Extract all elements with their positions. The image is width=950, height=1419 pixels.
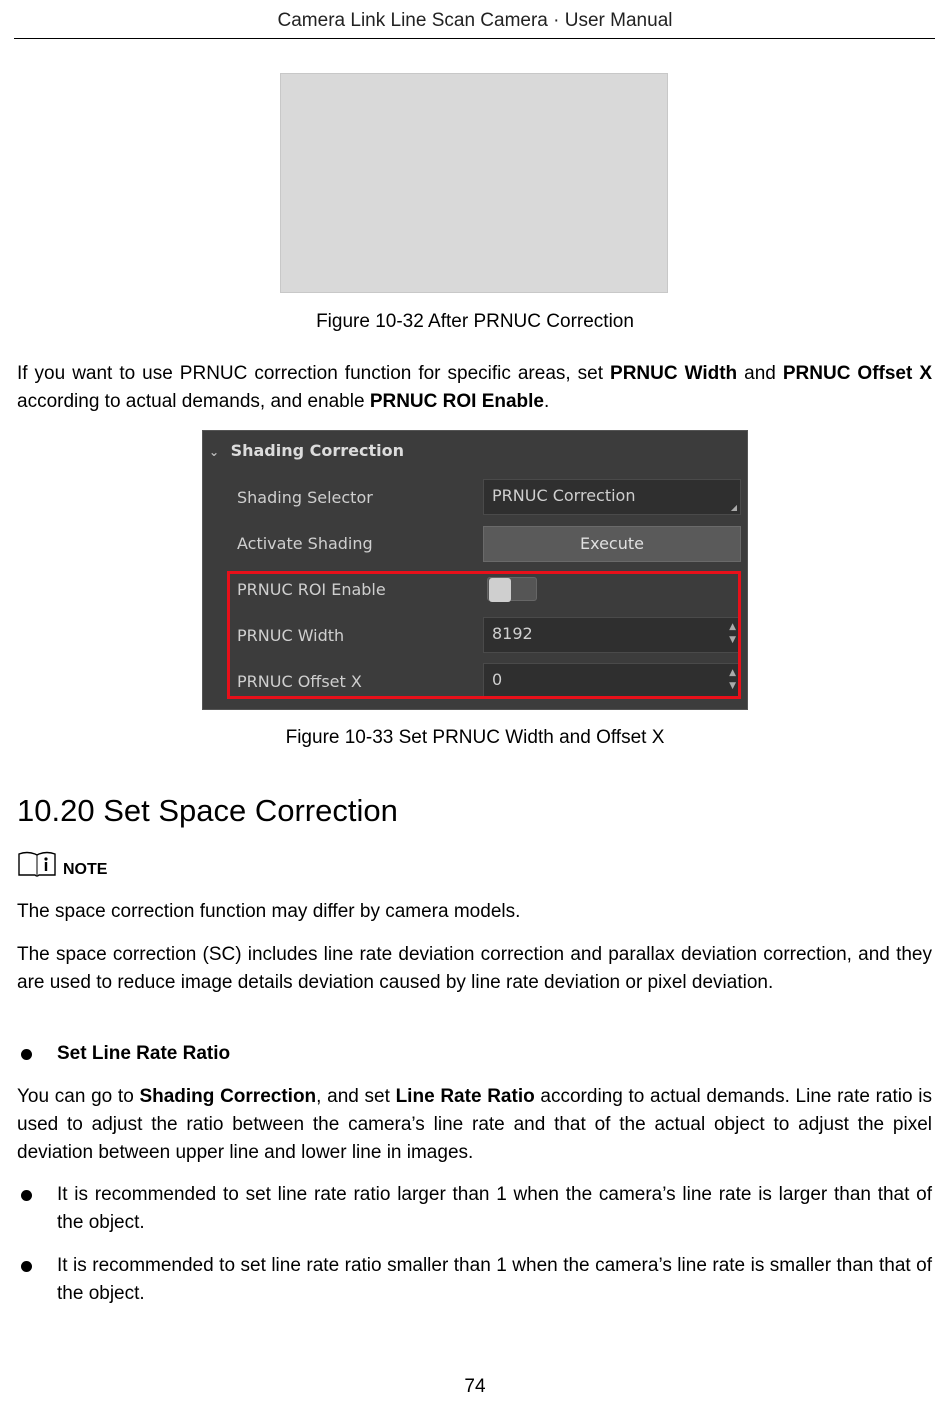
text-run: You can go to (17, 1086, 140, 1107)
input-value: 0 (492, 670, 503, 689)
figure-caption-10-32: Figure 10-32 After PRNUC Correction (316, 311, 634, 332)
header-rule (14, 38, 935, 39)
chevron-down-icon[interactable]: ⌄ (209, 445, 220, 459)
paragraph: The space correction function may differ by camera models. (17, 901, 521, 922)
note-label: NOTE (63, 861, 108, 878)
header-subtitle: User Manual (564, 10, 673, 31)
bold-run: PRNUC ROI Enable (369, 391, 545, 412)
execute-button[interactable]: Execute (483, 526, 741, 562)
row-label: Activate Shading (237, 534, 373, 553)
bold-run: PRNUC Width (610, 363, 738, 384)
dropdown-value: PRNUC Correction (492, 486, 636, 505)
spinner-arrows-icon[interactable]: ▲ ▼ (729, 622, 736, 645)
bold-run: Line Rate Ratio (395, 1086, 535, 1107)
row-label: PRNUC ROI Enable (237, 580, 386, 599)
prnuc-paragraph (17, 360, 932, 416)
bullet-dot (21, 1190, 32, 1201)
bold-run: PRNUC Offset X (782, 363, 933, 384)
list-item-text: It is recommended to set line rate ratio larger than 1 when the camera’s line rate is larger than that of the object. (57, 1184, 932, 1233)
input-value: 8192 (492, 624, 533, 643)
row-shading-selector (203, 475, 749, 521)
highlight-box (227, 571, 741, 699)
text-run: If you want to use PRNUC correction function for specific areas, set (17, 363, 611, 384)
row-activate-shading (203, 521, 749, 567)
bullet-dot (21, 1261, 32, 1272)
text-run: according to actual demands, and enable (17, 391, 370, 412)
figure-caption-10-33: Figure 10-33 Set PRNUC Width and Offset X (285, 727, 665, 748)
dropdown-corner-icon: ◢ (730, 503, 737, 512)
text-run: , and set (316, 1086, 396, 1107)
panel-title: Shading Correction (230, 441, 405, 460)
row-label: PRNUC Width (237, 626, 345, 645)
bullet-dot (21, 1049, 32, 1060)
panel-header[interactable] (209, 441, 404, 460)
text-run: and (737, 363, 783, 384)
bold-run: Shading Correction (139, 1086, 317, 1107)
row-label: Shading Selector (237, 488, 373, 507)
section-heading: 10.20 Set Space Correction (17, 793, 398, 828)
list-item (17, 1252, 932, 1308)
text-run: . (544, 391, 550, 412)
text-run: according to actual demands. Line rate ratio is used to adjust the ratio between the camera’s line rate and that of the actual object to adjust the pixel deviation between upper line and lower line in images. (17, 1086, 932, 1163)
header-separator: · (553, 10, 560, 31)
header-title: Camera Link Line Scan Camera (277, 10, 548, 31)
paragraph: The space correction (SC) includes line rate deviation correction and parallax deviation correction, and they are used to reduce image details deviation caused by line rate deviation or pixel deviation. (17, 944, 932, 993)
row-label: PRNUC Offset X (237, 672, 362, 691)
shading-correction-panel (202, 430, 748, 710)
list-item (17, 1181, 932, 1237)
shading-selector-dropdown[interactable] (483, 479, 741, 515)
figure-after-prnuc-image (280, 73, 668, 293)
spinner-arrows-icon[interactable]: ▲ ▼ (729, 668, 736, 691)
note-book-icon (17, 850, 57, 878)
line-rate-ratio-paragraph (17, 1083, 932, 1167)
page-number: 74 (464, 1376, 486, 1397)
list-item-text: It is recommended to set line rate ratio smaller than 1 when the camera’s line rate is smaller than that of the object. (57, 1255, 932, 1304)
bullet-set-line-rate-ratio (17, 1040, 932, 1068)
bullet-label: Set Line Rate Ratio (57, 1043, 231, 1064)
page-header (0, 10, 950, 32)
